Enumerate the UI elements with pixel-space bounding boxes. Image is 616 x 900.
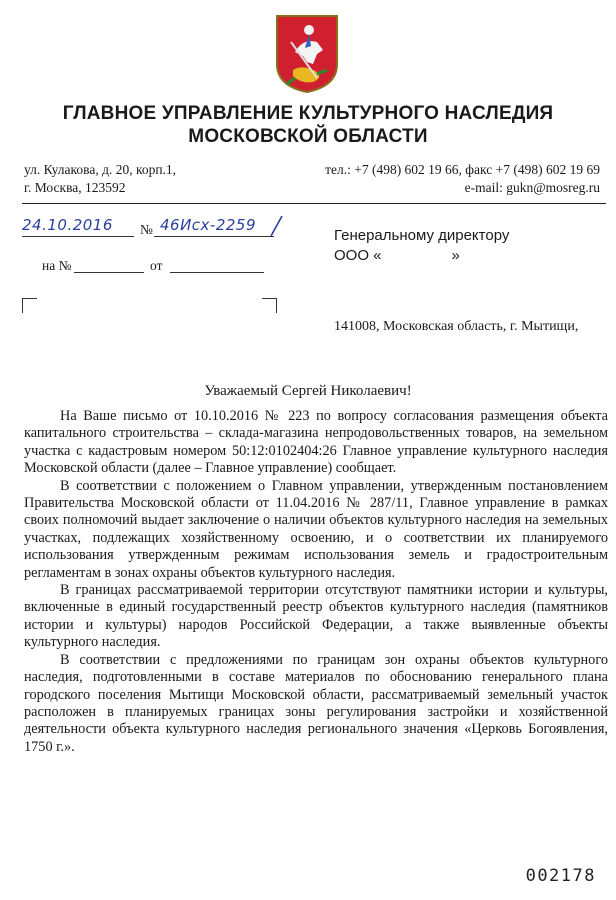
- from-label: от: [150, 258, 163, 273]
- date-underline: [22, 236, 134, 237]
- header-divider: [22, 203, 606, 204]
- letter-body: [24, 408, 608, 756]
- address-window-corner-right: [262, 298, 277, 313]
- agency-title-line2: МОСКОВСКОЙ ОБЛАСТИ: [188, 126, 428, 147]
- reply-to-label: на №: [42, 258, 72, 273]
- recipient-company-open: ООО «: [334, 247, 382, 264]
- handwritten-date: 24.10.2016: [22, 216, 113, 234]
- number-underline: [154, 236, 274, 237]
- from-field: [170, 272, 264, 273]
- paragraph: В соответствии с предложениями по границам зон охраны объектов культурного наследия, подготовленными в составе материалов по обоснованию генерального плана городского поселения Мытищи Московской области, рассматриваемый земельный участок расположен в планируемых границах зоны регулирования застройки и хозяйственной деятельности объекта культурного наследия регионального значения «Церковь Богоявления, 1750 г.».: [24, 651, 608, 755]
- phone-fax: тел.: +7 (498) 602 19 66, факс +7 (498) 602 19 69: [325, 162, 600, 177]
- recipient-company-close: »: [451, 247, 460, 264]
- document-serial-number: 002178: [525, 866, 596, 886]
- address-window-corner-left: [22, 298, 37, 313]
- paragraph: В границах рассматриваемой территории отсутствуют памятники истории и культуры, включенные в единый государственный реестр объектов культурного наследия (памятников истории и культуры) народов Российской Федерации, а также выявленные объекты культурного наследия.: [24, 582, 608, 651]
- address-line1: ул. Кулакова, д. 20, корп.1,: [24, 162, 177, 177]
- recipient-company: [334, 247, 460, 264]
- handwritten-slash-icon: [268, 214, 284, 238]
- paragraph: На Ваше письмо от 10.10.2016 № 223 по вопросу согласования размещения объекта капитального строительства – склада-магазина непродовольственных товаров, на земельном участка с кадастровым номером 50:12:0102404:26 Главное управление культурного наследия Московской области (далее – Главное управление) сообщает.: [24, 408, 608, 477]
- agency-title-line1: ГЛАВНОЕ УПРАВЛЕНИЕ КУЛЬТУРНОГО НАСЛЕДИЯ: [62, 103, 554, 124]
- moscow-oblast-coat-of-arms-icon: [273, 12, 341, 94]
- agency-contacts: [325, 161, 600, 197]
- address-line2: г. Москва, 123592: [24, 180, 126, 195]
- recipient-location: 141008, Московская область, г. Мытищи,: [334, 319, 579, 334]
- email: e-mail: gukn@mosreg.ru: [464, 180, 600, 195]
- greeting: Уважаемый Сергей Николаевич!: [204, 383, 412, 399]
- handwritten-number: 46Исх-2259: [160, 216, 257, 234]
- reply-to-field: [74, 272, 144, 273]
- recipient-title: Генеральному директору: [334, 227, 510, 244]
- number-prefix: №: [140, 222, 153, 237]
- paragraph: В соответствии с положением о Главном управлении, утвержденным постановлением Правительства Московской области от 11.04.2016 № 287/11, Главное управление в рамках своих полномочий выдает заключение о наличии объектов культурного наследия на земельных участках, подлежащих хозяйственному освоению, и о соответствии их планируемого использования утвержденным режимам использования земель и градостроительным регламентам в зонах охраны объектов культурного наследия.: [24, 477, 608, 581]
- agency-address: [24, 161, 176, 197]
